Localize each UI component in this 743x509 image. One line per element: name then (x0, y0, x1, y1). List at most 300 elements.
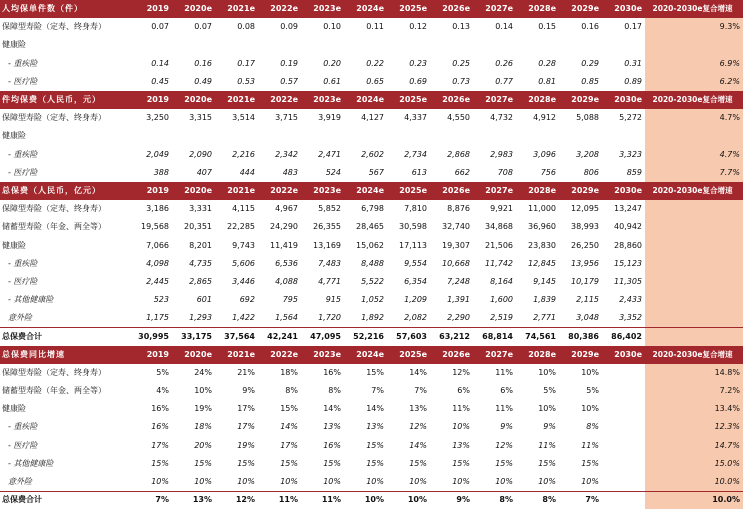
table-row (0, 273, 743, 291)
cagr-cell (645, 291, 743, 309)
value-cell (602, 437, 645, 455)
value-cell: 13,247 (614, 204, 642, 214)
value-cell: 15% (280, 404, 298, 414)
value-cell: 86,402 (602, 327, 645, 345)
value-cell: 5% (156, 367, 169, 377)
value-cell: 0.17 (624, 22, 642, 32)
table-row (0, 73, 743, 91)
year-header-cell: 2021e (215, 0, 258, 18)
value-cell: 0.23 (409, 58, 427, 68)
table-row (0, 255, 743, 273)
value-cell: 10% (366, 476, 384, 486)
value-cell: 4,127 (361, 113, 384, 123)
value-cell: 2,868 (447, 149, 470, 159)
value-cell: 11,000 (528, 204, 556, 214)
value-cell: 0.73 (452, 76, 470, 86)
value-cell (301, 36, 344, 54)
value-cell: 5% (586, 386, 599, 396)
year-header-cell: 2020e (172, 182, 215, 200)
value-cell: 3,446 (232, 276, 255, 286)
table-row (0, 36, 743, 54)
value-cell: 18% (280, 367, 298, 377)
row-label: 保障型寿险（定寿、终身寿） (2, 113, 106, 123)
cagr-cell (645, 127, 743, 145)
value-cell: 11% (495, 404, 513, 414)
value-cell (602, 382, 645, 400)
section-header-row (0, 182, 743, 200)
value-cell: 38,993 (571, 222, 599, 232)
table-row (0, 127, 743, 145)
value-cell: 57,603 (387, 327, 430, 345)
value-cell (215, 36, 258, 54)
value-cell: 22,285 (227, 222, 255, 232)
value-cell: 10% (387, 491, 430, 509)
value-cell: 0.57 (280, 76, 298, 86)
value-cell: 4,771 (318, 276, 341, 286)
year-header-cell: 2025e (387, 0, 430, 18)
value-cell: 9,743 (232, 240, 255, 250)
row-label: 人均保单件数（件） (0, 0, 129, 18)
value-cell: 1,839 (533, 295, 556, 305)
value-cell: 692 (239, 295, 255, 305)
year-header-cell: 2029e (559, 91, 602, 109)
value-cell: 8,201 (189, 240, 212, 250)
value-cell: 1,293 (189, 313, 212, 323)
value-cell: 15% (538, 458, 556, 468)
table-row (0, 218, 743, 236)
value-cell: 1,720 (318, 313, 341, 323)
year-header-cell: 2030e (602, 0, 645, 18)
value-cell: 0.69 (409, 76, 427, 86)
year-header-cell: 2020e (172, 91, 215, 109)
year-header-cell: 2024e (344, 0, 387, 18)
value-cell: 0.16 (581, 22, 599, 32)
value-cell: 5,606 (232, 258, 255, 268)
value-cell: 0.14 (495, 22, 513, 32)
value-cell: 15% (452, 458, 470, 468)
value-cell: 2,049 (146, 149, 169, 159)
value-cell: 4,098 (146, 258, 169, 268)
value-cell: 16% (323, 440, 341, 450)
value-cell: 20% (194, 440, 212, 450)
section-header-row (0, 91, 743, 109)
cagr-header-cell: 2020-2030e复合增速 (645, 182, 743, 200)
row-label: 意外险 (8, 313, 32, 323)
table-row (0, 400, 743, 418)
value-cell: 0.22 (366, 58, 384, 68)
value-cell: 8,164 (490, 276, 513, 286)
table-row (0, 309, 743, 327)
value-cell: 0.09 (280, 22, 298, 32)
value-cell: 2,082 (404, 313, 427, 323)
table-row (0, 473, 743, 491)
value-cell (602, 127, 645, 145)
value-cell: 3,250 (146, 113, 169, 123)
value-cell: 3,048 (576, 313, 599, 323)
value-cell: 1,564 (275, 313, 298, 323)
value-cell: 9,554 (404, 258, 427, 268)
value-cell: 0.07 (194, 22, 212, 32)
row-label: 健康险 (2, 131, 26, 141)
value-cell: 0.17 (237, 58, 255, 68)
value-cell: 5,272 (619, 113, 642, 123)
year-header-cell: 2028e (516, 346, 559, 364)
row-label: - 医疗险 (8, 76, 38, 86)
value-cell: 2,216 (232, 149, 255, 159)
year-header-cell: 2027e (473, 0, 516, 18)
value-cell: 10% (538, 404, 556, 414)
value-cell (129, 127, 172, 145)
value-cell: 795 (282, 295, 298, 305)
value-cell: 483 (282, 167, 298, 177)
value-cell: 11% (452, 404, 470, 414)
cagr-header-cell: 2020-2030e复合增速 (645, 346, 743, 364)
row-label: 健康险 (2, 240, 26, 250)
cagr-cell (645, 273, 743, 291)
value-cell: 10% (452, 476, 470, 486)
value-cell: 859 (626, 167, 642, 177)
value-cell: 3,315 (189, 113, 212, 123)
value-cell (516, 127, 559, 145)
year-header-cell: 2019 (129, 0, 172, 18)
value-cell: 15% (366, 440, 384, 450)
year-header-cell: 2023e (301, 0, 344, 18)
value-cell: 0.11 (366, 22, 384, 32)
value-cell: 11,305 (614, 276, 642, 286)
value-cell: 0.31 (624, 58, 642, 68)
value-cell: 13,169 (313, 240, 341, 250)
year-header-cell: 2021e (215, 346, 258, 364)
value-cell: 10% (452, 422, 470, 432)
value-cell: 11% (495, 367, 513, 377)
value-cell: 8% (328, 386, 341, 396)
value-cell: 10% (344, 491, 387, 509)
value-cell: 14% (409, 367, 427, 377)
cagr-cell (645, 36, 743, 54)
value-cell: 4% (156, 386, 169, 396)
value-cell: 601 (196, 295, 212, 305)
year-header-cell: 2026e (430, 91, 473, 109)
value-cell: 11,419 (270, 240, 298, 250)
value-cell: 10% (194, 386, 212, 396)
section-header-row (0, 0, 743, 18)
cagr-header-cell: 2020-2030e复合增速 (645, 91, 743, 109)
value-cell: 1,391 (447, 295, 470, 305)
year-header-cell: 2021e (215, 182, 258, 200)
row-label: 总保费合计 (0, 491, 129, 509)
cagr-cell: 9.3% (645, 18, 743, 36)
value-cell: 15% (366, 367, 384, 377)
value-cell: 3,186 (146, 204, 169, 214)
year-header-cell: 2026e (430, 0, 473, 18)
value-cell: 10% (538, 476, 556, 486)
value-cell: 14% (409, 440, 427, 450)
value-cell: 24,290 (270, 222, 298, 232)
year-header-cell: 2019 (129, 346, 172, 364)
value-cell: 2,090 (189, 149, 212, 159)
cagr-cell: 6.9% (645, 55, 743, 73)
year-header-cell: 2019 (129, 91, 172, 109)
cagr-cell (645, 218, 743, 236)
value-cell: 2,290 (447, 313, 470, 323)
value-cell: 4,337 (404, 113, 427, 123)
value-cell: 21% (237, 367, 255, 377)
total-row (0, 327, 743, 345)
value-cell: 9% (500, 422, 513, 432)
value-cell: 10% (581, 476, 599, 486)
value-cell: 2,983 (490, 149, 513, 159)
value-cell (344, 36, 387, 54)
year-header-cell: 2027e (473, 91, 516, 109)
cagr-cell: 10.0% (645, 473, 743, 491)
value-cell: 7% (414, 386, 427, 396)
cagr-cell: 14.7% (645, 437, 743, 455)
value-cell (559, 127, 602, 145)
value-cell: 0.49 (194, 76, 212, 86)
year-header-cell: 2030e (602, 91, 645, 109)
value-cell: 2,433 (619, 295, 642, 305)
year-header-cell: 2026e (430, 182, 473, 200)
value-cell: 4,732 (490, 113, 513, 123)
value-cell: 17% (237, 404, 255, 414)
cagr-cell: 4.7% (645, 109, 743, 127)
value-cell: 47,095 (301, 327, 344, 345)
cagr-cell: 4.7% (645, 146, 743, 164)
year-header-cell: 2027e (473, 182, 516, 200)
row-label: - 其他健康险 (8, 458, 54, 468)
value-cell: 4,550 (447, 113, 470, 123)
row-label: - 医疗险 (8, 276, 38, 286)
value-cell: 8% (586, 422, 599, 432)
value-cell: 2,445 (146, 276, 169, 286)
year-header-cell: 2019 (129, 182, 172, 200)
value-cell: 4,088 (275, 276, 298, 286)
value-cell: 19% (237, 440, 255, 450)
value-cell: 8% (285, 386, 298, 396)
value-cell: 11% (258, 491, 301, 509)
value-cell: 2,771 (533, 313, 556, 323)
year-header-cell: 2029e (559, 182, 602, 200)
value-cell: 1,422 (232, 313, 255, 323)
value-cell: 4,735 (189, 258, 212, 268)
table-row (0, 164, 743, 182)
value-cell (602, 491, 645, 509)
value-cell: 10% (280, 476, 298, 486)
value-cell: 19,307 (442, 240, 470, 250)
value-cell (172, 36, 215, 54)
value-cell: 0.89 (624, 76, 642, 86)
value-cell: 11% (538, 440, 556, 450)
value-cell: 17,113 (399, 240, 427, 250)
value-cell: 0.13 (452, 22, 470, 32)
value-cell: 3,096 (533, 149, 556, 159)
value-cell: 3,919 (318, 113, 341, 123)
value-cell: 2,519 (490, 313, 513, 323)
table-row (0, 455, 743, 473)
value-cell: 10% (495, 476, 513, 486)
year-header-cell: 2025e (387, 91, 430, 109)
cagr-cell (645, 327, 743, 345)
value-cell: 5,852 (318, 204, 341, 214)
value-cell: 0.85 (581, 76, 599, 86)
value-cell: 14% (323, 404, 341, 414)
value-cell: 0.19 (280, 58, 298, 68)
value-cell: 74,561 (516, 327, 559, 345)
value-cell: 15% (409, 458, 427, 468)
value-cell: 0.29 (581, 58, 599, 68)
value-cell: 0.65 (366, 76, 384, 86)
value-cell: 32,740 (442, 222, 470, 232)
value-cell: 5% (543, 386, 556, 396)
value-cell (129, 36, 172, 54)
value-cell: 10% (538, 367, 556, 377)
value-cell (602, 400, 645, 418)
table-row (0, 200, 743, 218)
value-cell: 0.08 (237, 22, 255, 32)
cagr-cell: 6.2% (645, 73, 743, 91)
value-cell: 12% (409, 422, 427, 432)
value-cell: 11,742 (485, 258, 513, 268)
value-cell: 12,845 (528, 258, 556, 268)
value-cell: 0.61 (323, 76, 341, 86)
year-header-cell: 2025e (387, 182, 430, 200)
table-row (0, 236, 743, 254)
value-cell (602, 36, 645, 54)
value-cell: 24% (194, 367, 212, 377)
value-cell: 2,865 (189, 276, 212, 286)
value-cell: 0.12 (409, 22, 427, 32)
value-cell: 1,175 (146, 313, 169, 323)
value-cell (387, 36, 430, 54)
row-label: 总保费（人民币，亿元） (0, 182, 129, 200)
cagr-cell: 7.7% (645, 164, 743, 182)
value-cell: 7,810 (404, 204, 427, 214)
value-cell (258, 36, 301, 54)
row-label: 健康险 (2, 40, 26, 50)
row-label: 健康险 (2, 404, 26, 414)
value-cell: 20,351 (184, 222, 212, 232)
value-cell: 708 (497, 167, 513, 177)
value-cell: 0.16 (194, 58, 212, 68)
value-cell: 0.77 (495, 76, 513, 86)
value-cell (473, 127, 516, 145)
value-cell: 523 (153, 295, 169, 305)
row-label: - 重疾险 (8, 258, 38, 268)
value-cell: 0.53 (237, 76, 255, 86)
row-label: 保障型寿险（定寿、终身寿） (2, 22, 106, 32)
row-label: - 医疗险 (8, 440, 38, 450)
value-cell: 26,250 (571, 240, 599, 250)
value-cell (301, 127, 344, 145)
value-cell: 8,488 (361, 258, 384, 268)
value-cell: 3,352 (619, 313, 642, 323)
value-cell: 7,483 (318, 258, 341, 268)
year-header-cell: 2028e (516, 91, 559, 109)
value-cell: 2,471 (318, 149, 341, 159)
value-cell: 11% (301, 491, 344, 509)
row-label: 储蓄型寿险（年金、两全等） (2, 386, 106, 396)
value-cell: 5,522 (361, 276, 384, 286)
value-cell: 7% (129, 491, 172, 509)
value-cell: 388 (153, 167, 169, 177)
year-header-cell: 2022e (258, 182, 301, 200)
year-header-cell: 2024e (344, 182, 387, 200)
table-row (0, 18, 743, 36)
row-label: 总保费合计 (0, 327, 129, 345)
value-cell: 0.26 (495, 58, 513, 68)
value-cell: 662 (454, 167, 470, 177)
value-cell: 0.28 (538, 58, 556, 68)
value-cell: 2,734 (404, 149, 427, 159)
value-cell: 1,209 (404, 295, 427, 305)
value-cell: 52,216 (344, 327, 387, 345)
section-header-row (0, 346, 743, 364)
year-header-cell: 2027e (473, 346, 516, 364)
value-cell: 28,860 (614, 240, 642, 250)
year-header-cell: 2020e (172, 346, 215, 364)
value-cell: 0.45 (151, 76, 169, 86)
year-header-cell: 2022e (258, 91, 301, 109)
value-cell: 0.81 (538, 76, 556, 86)
value-cell: 13% (323, 422, 341, 432)
value-cell: 10,179 (571, 276, 599, 286)
value-cell: 13% (409, 404, 427, 414)
value-cell: 3,323 (619, 149, 642, 159)
value-cell: 14% (280, 422, 298, 432)
value-cell: 9% (242, 386, 255, 396)
value-cell: 13% (452, 440, 470, 450)
value-cell: 21,506 (485, 240, 513, 250)
value-cell: 8% (516, 491, 559, 509)
value-cell: 2,602 (361, 149, 384, 159)
value-cell: 0.07 (151, 22, 169, 32)
value-cell: 1,052 (361, 295, 384, 305)
year-header-cell: 2023e (301, 182, 344, 200)
value-cell: 15% (366, 458, 384, 468)
value-cell: 23,830 (528, 240, 556, 250)
value-cell: 17% (237, 422, 255, 432)
value-cell (387, 127, 430, 145)
value-cell: 915 (325, 295, 341, 305)
value-cell: 1,600 (490, 295, 513, 305)
table-row (0, 109, 743, 127)
row-label: - 其他健康险 (8, 295, 54, 305)
year-header-cell: 2026e (430, 346, 473, 364)
table-row (0, 382, 743, 400)
value-cell: 19,568 (141, 222, 169, 232)
row-label: - 重疾险 (8, 149, 38, 159)
value-cell: 80,386 (559, 327, 602, 345)
year-header-cell: 2023e (301, 91, 344, 109)
value-cell: 2,115 (576, 295, 599, 305)
value-cell: 0.14 (151, 58, 169, 68)
value-cell: 11% (581, 440, 599, 450)
value-cell: 15% (581, 458, 599, 468)
table-row (0, 146, 743, 164)
value-cell: 9% (430, 491, 473, 509)
value-cell (430, 36, 473, 54)
value-cell: 15% (323, 458, 341, 468)
value-cell: 15,062 (356, 240, 384, 250)
value-cell: 33,175 (172, 327, 215, 345)
value-cell: 10,668 (442, 258, 470, 268)
value-cell: 12% (215, 491, 258, 509)
value-cell: 524 (325, 167, 341, 177)
value-cell (602, 455, 645, 473)
value-cell: 6,536 (275, 258, 298, 268)
value-cell: 13,956 (571, 258, 599, 268)
value-cell (344, 127, 387, 145)
